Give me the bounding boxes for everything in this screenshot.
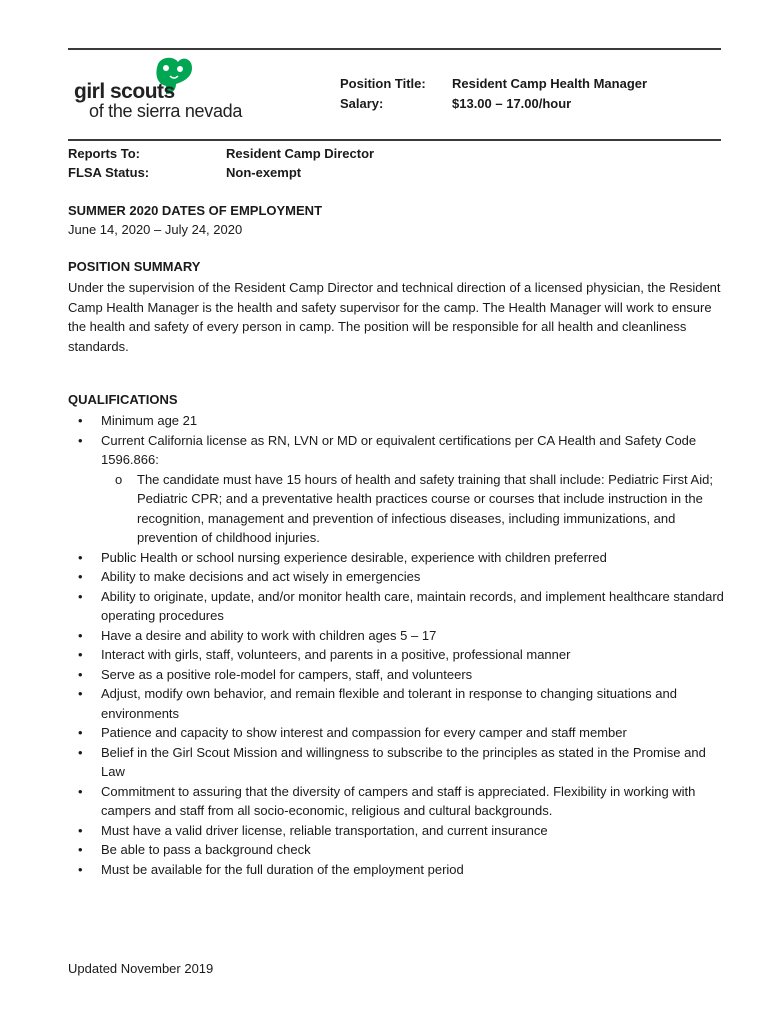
flsa-status-label: FLSA Status: — [68, 165, 150, 180]
list-item: • Commitment to assuring that the diversity of campers and staff is appreciated. Flexibility in working with campers and staff from all socio-economic, religious and cultural backgrounds. — [68, 782, 728, 821]
dates-heading: SUMMER 2020 DATES OF EMPLOYMENT — [68, 203, 323, 218]
salary-label: Salary: — [340, 96, 384, 111]
girl-scouts-logo — [72, 56, 257, 126]
list-item: • Interact with girls, staff, volunteers, and parents in a positive, professional manner — [68, 645, 728, 665]
summary-text: Under the supervision of the Resident Camp Director and technical direction of a licensed physician, the Resident Camp Health Manager is the health and safety supervisor for the camp. The Health Manager will work to ensure the health and safety of every person in camp. The position will be responsible for all health and cleanliness standards. — [68, 280, 721, 354]
qualifications-list — [68, 411, 728, 879]
reports-to-value: Resident Camp Director — [226, 146, 375, 161]
sub-list-item: o The candidate must have 15 hours of health and safety training that shall include: Pediatric First Aid; Pediatric CPR; and a preventative health practices course or courses that include instruction in the recognition, management and prevention of infectious diseases, including immunizations, and prevention of childhood injuries. — [101, 470, 728, 548]
reports-to-label: Reports To: — [68, 146, 140, 161]
list-item: • Ability to originate, update, and/or monitor health care, maintain records, and implement healthcare standard operating procedures — [68, 587, 728, 626]
footer-updated: Updated November 2019 — [68, 961, 214, 976]
list-item: • Ability to make decisions and act wisely in emergencies — [68, 567, 728, 587]
position-title-value: Resident Camp Health Manager — [452, 76, 648, 91]
top-rule — [68, 48, 721, 50]
logo-line2: of the sierra nevada — [89, 101, 243, 121]
list-item: • Must be available for the full duration of the employment period — [68, 860, 728, 880]
list-item: • Serve as a positive role-model for campers, staff, and volunteers — [68, 665, 728, 685]
list-item: • Minimum age 21 — [68, 411, 728, 431]
list-item — [68, 431, 728, 548]
summary-heading: POSITION SUMMARY — [68, 259, 201, 274]
list-item: • Patience and capacity to show interest and compassion for every camper and staff member — [68, 723, 728, 743]
dates-range: June 14, 2020 – July 24, 2020 — [68, 222, 243, 237]
list-item: • Be able to pass a background check — [68, 840, 728, 860]
list-item: • Public Health or school nursing experience desirable, experience with children preferred — [68, 548, 728, 568]
position-title-label: Position Title: — [340, 76, 426, 91]
flsa-status-value: Non-exempt — [226, 165, 302, 180]
salary-value: $13.00 – 17.00/hour — [452, 96, 572, 111]
list-item: • Must have a valid driver license, reliable transportation, and current insurance — [68, 821, 728, 841]
qualifications-heading: QUALIFICATIONS — [68, 392, 178, 407]
list-item: • Have a desire and ability to work with children ages 5 – 17 — [68, 626, 728, 646]
header-rule — [68, 139, 721, 141]
sub-list — [101, 470, 728, 548]
logo-line1: girl scouts — [74, 80, 175, 103]
list-item: • Adjust, modify own behavior, and remain flexible and tolerant in response to changing situations and environments — [68, 684, 728, 723]
list-item: • Belief in the Girl Scout Mission and willingness to subscribe to the principles as stated in the Promise and Law — [68, 743, 728, 782]
list-item-text: Current California license as RN, LVN or MD or equivalent certifications per CA Health and Safety Code 1596.866: — [101, 432, 697, 467]
